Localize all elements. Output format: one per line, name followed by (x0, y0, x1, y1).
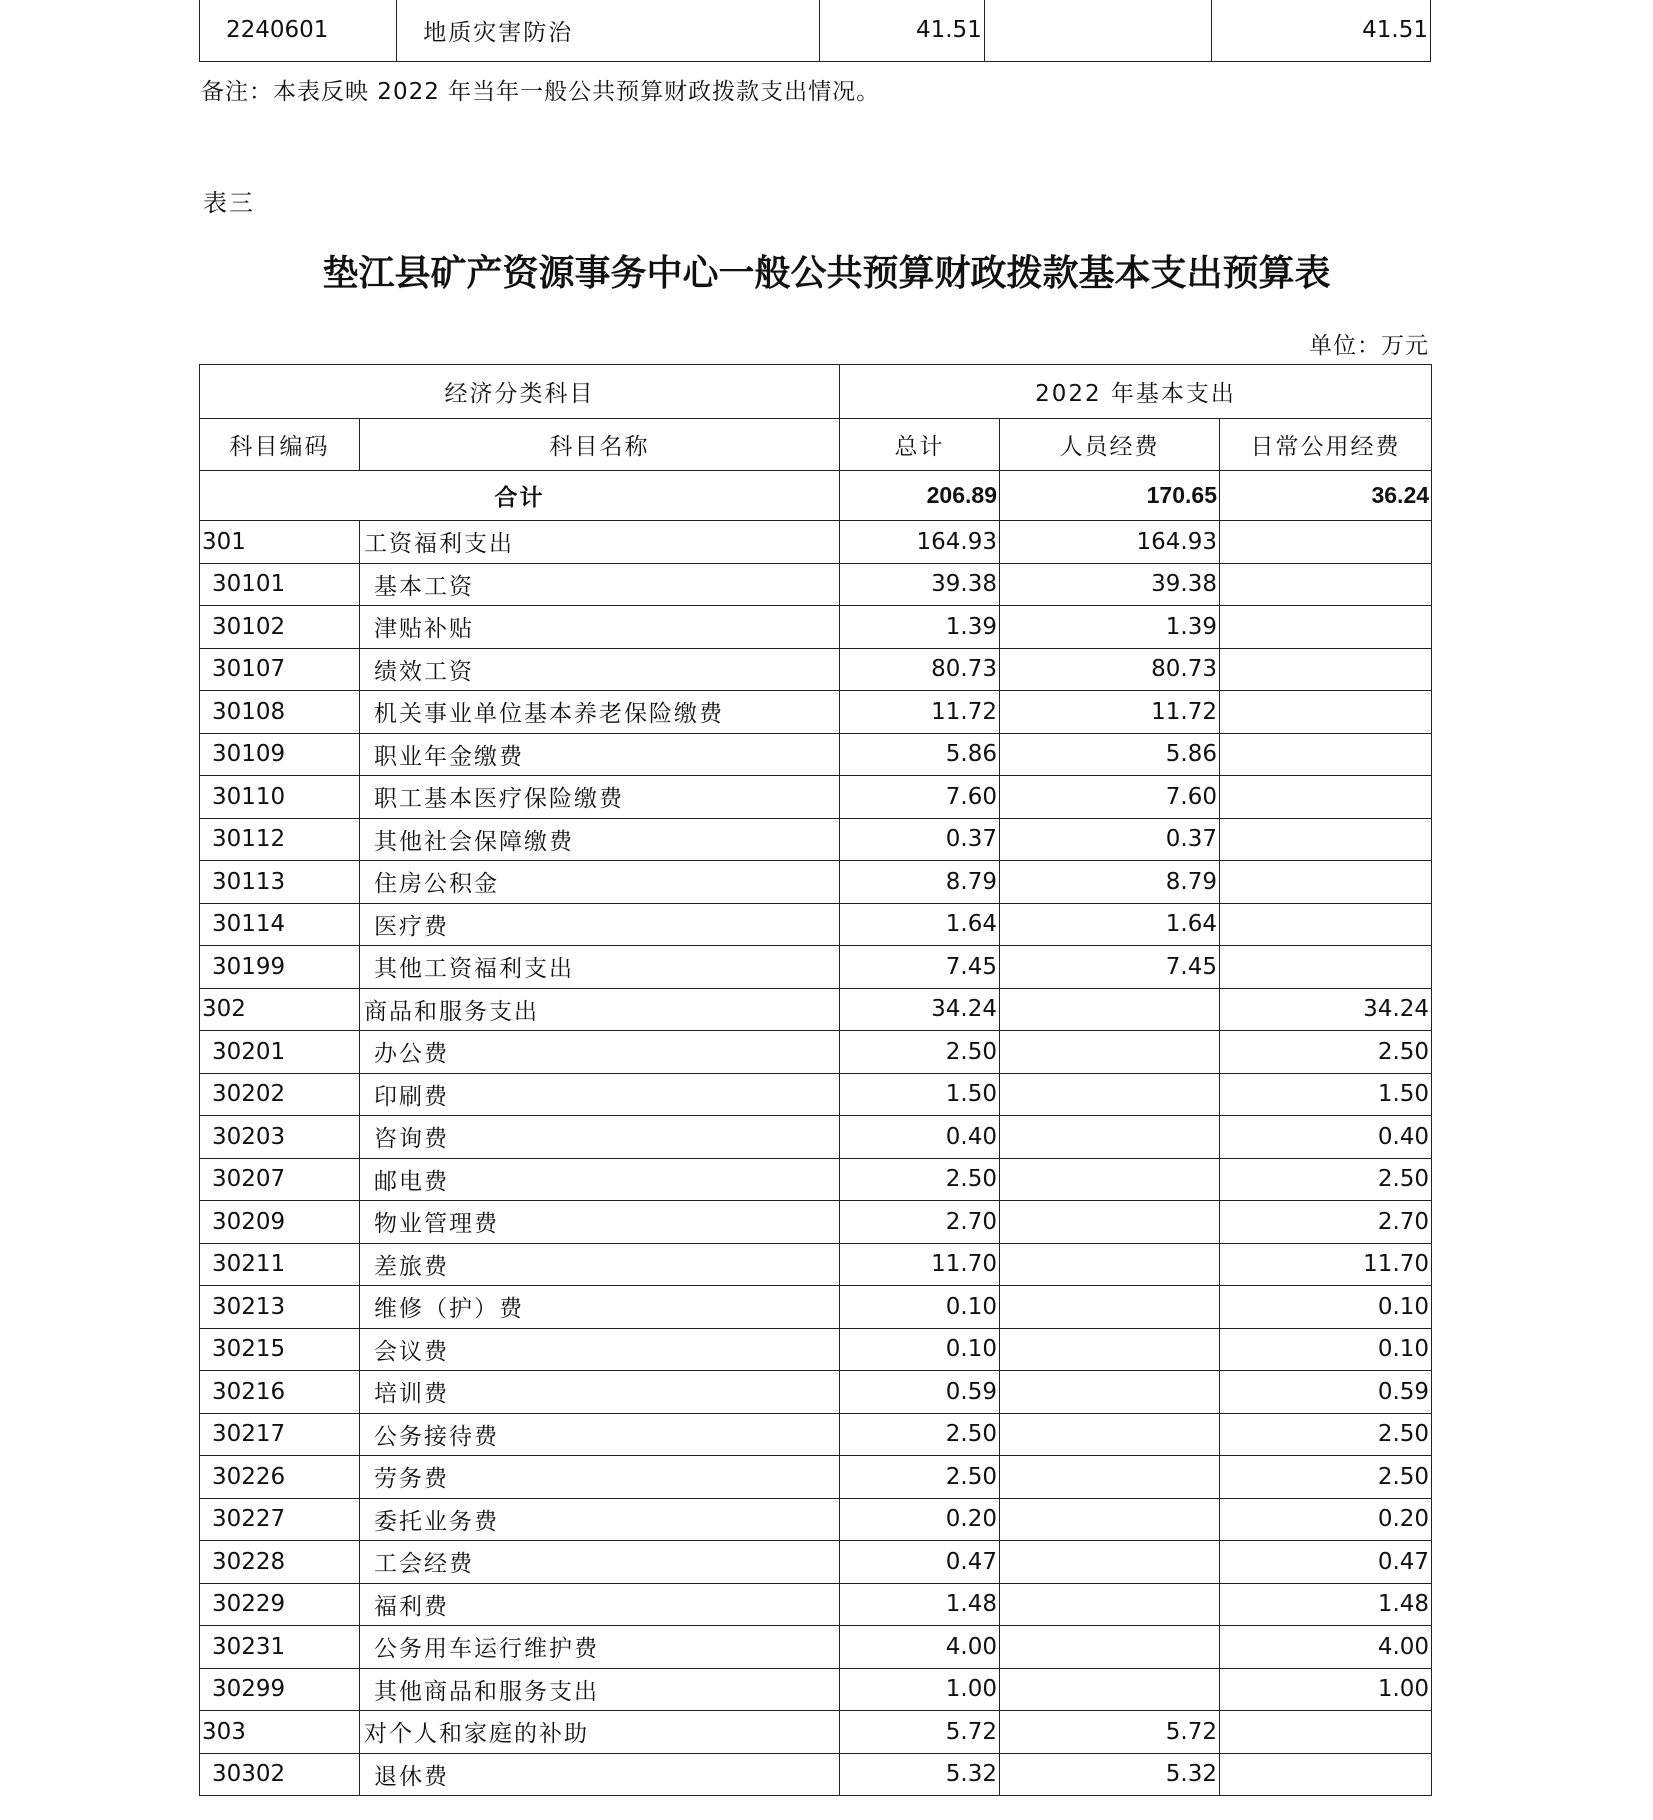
personnel-value (1000, 1541, 1220, 1584)
public-value: 0.10 (1220, 1328, 1432, 1371)
total-value: 7.60 (840, 776, 1000, 819)
personnel-value: 1.39 (1000, 606, 1220, 649)
subject-name: 福利费 (360, 1583, 840, 1626)
subject-name: 机关事业单位基本养老保险缴费 (360, 691, 840, 734)
subject-code: 30299 (200, 1668, 360, 1711)
subject-code: 30203 (200, 1116, 360, 1159)
public-value (1220, 521, 1432, 564)
subject-code: 30199 (200, 946, 360, 989)
subject-code: 30110 (200, 776, 360, 819)
total-value: 1.50 (840, 1073, 1000, 1116)
table-row (200, 1753, 1432, 1796)
table-label: 表三 (203, 189, 255, 217)
total-row (200, 471, 1432, 521)
table-row (200, 1541, 1432, 1584)
total-value: 1.00 (840, 1668, 1000, 1711)
table-row (200, 861, 1432, 904)
table-row (200, 1116, 1432, 1159)
table-row (200, 1413, 1432, 1456)
subject-code: 30209 (200, 1201, 360, 1244)
personnel-value (1000, 1626, 1220, 1669)
table-row (200, 1456, 1432, 1499)
subject-name: 其他工资福利支出 (360, 946, 840, 989)
public-value (1220, 946, 1432, 989)
table-row (200, 691, 1432, 734)
table-row (200, 988, 1432, 1031)
subject-code: 30202 (200, 1073, 360, 1116)
personnel-value: 164.93 (1000, 521, 1220, 564)
public-value (1220, 606, 1432, 649)
total-value: 2.50 (840, 1456, 1000, 1499)
subject-code: 30229 (200, 1583, 360, 1626)
table-row (200, 1711, 1432, 1754)
personnel-value (1000, 1031, 1220, 1074)
header-personnel: 人员经费 (1000, 419, 1220, 471)
subject-name: 商品和服务支出 (360, 988, 840, 1031)
subject-code: 30302 (200, 1753, 360, 1796)
public-value (1220, 776, 1432, 819)
personnel-value: 80.73 (1000, 648, 1220, 691)
personnel-value: 11.72 (1000, 691, 1220, 734)
total-value: 41.51 (819, 0, 984, 62)
public-value: 1.50 (1220, 1073, 1432, 1116)
public-value (1220, 1753, 1432, 1796)
personnel-value (1000, 1371, 1220, 1414)
table-row (200, 1031, 1432, 1074)
personnel-value: 5.72 (1000, 1711, 1220, 1754)
subject-name: 咨询费 (360, 1116, 840, 1159)
public-value: 0.40 (1220, 1116, 1432, 1159)
subject-name: 公务用车运行维护费 (360, 1626, 840, 1669)
subject-name: 邮电费 (360, 1158, 840, 1201)
subject-code: 303 (200, 1711, 360, 1754)
public-value: 1.48 (1220, 1583, 1432, 1626)
table-row (200, 903, 1432, 946)
subject-name: 维修（护）费 (360, 1286, 840, 1329)
table-row (200, 1201, 1432, 1244)
subject-name: 津贴补贴 (360, 606, 840, 649)
public-value (1220, 648, 1432, 691)
subject-code: 302 (200, 988, 360, 1031)
table-row (200, 1583, 1432, 1626)
header-row-columns (200, 419, 1432, 471)
table-row (200, 606, 1432, 649)
subject-name: 培训费 (360, 1371, 840, 1414)
total-value: 0.10 (840, 1328, 1000, 1371)
total-value: 11.72 (840, 691, 1000, 734)
subject-code: 30226 (200, 1456, 360, 1499)
public-value: 0.47 (1220, 1541, 1432, 1584)
total-value: 2.50 (840, 1158, 1000, 1201)
personnel-value: 0.37 (1000, 818, 1220, 861)
total-value: 11.70 (840, 1243, 1000, 1286)
subject-name: 职业年金缴费 (360, 733, 840, 776)
total-personnel: 170.65 (1000, 471, 1220, 521)
total-value: 0.10 (840, 1286, 1000, 1329)
subject-name: 工会经费 (360, 1541, 840, 1584)
subject-code: 30213 (200, 1286, 360, 1329)
table-row (200, 1243, 1432, 1286)
subject-name: 工资福利支出 (360, 521, 840, 564)
subject-code: 30107 (200, 648, 360, 691)
header-public: 日常公用经费 (1220, 419, 1432, 471)
table-row (200, 1158, 1432, 1201)
table-row (200, 1371, 1432, 1414)
subject-name: 退休费 (360, 1753, 840, 1796)
subject-name: 基本工资 (360, 563, 840, 606)
table-row (200, 776, 1432, 819)
table-row (200, 521, 1432, 564)
subject-name: 委托业务费 (360, 1498, 840, 1541)
page-title: 垫江县矿产资源事务中心一般公共预算财政拨款基本支出预算表 (322, 252, 1331, 294)
table-row (200, 563, 1432, 606)
public-value: 34.24 (1220, 988, 1432, 1031)
subject-name: 会议费 (360, 1328, 840, 1371)
subject-code: 30101 (200, 563, 360, 606)
subject-name: 公务接待费 (360, 1413, 840, 1456)
subject-code: 30109 (200, 733, 360, 776)
subject-code: 301 (200, 521, 360, 564)
personnel-value (1000, 1498, 1220, 1541)
personnel-value (1000, 1456, 1220, 1499)
header-economic-class: 经济分类科目 (200, 365, 840, 419)
total-value: 5.86 (840, 733, 1000, 776)
total-sum: 206.89 (840, 471, 1000, 521)
table-row (200, 1626, 1432, 1669)
personnel-value: 1.64 (1000, 903, 1220, 946)
subject-name: 劳务费 (360, 1456, 840, 1499)
total-value: 8.79 (840, 861, 1000, 904)
subject-code: 30112 (200, 818, 360, 861)
subject-name: 其他社会保障缴费 (360, 818, 840, 861)
personnel-value: 7.45 (1000, 946, 1220, 989)
table-row (200, 818, 1432, 861)
total-value: 2.70 (840, 1201, 1000, 1244)
previous-table-fragment (199, 0, 1431, 62)
personnel-value: 8.79 (1000, 861, 1220, 904)
personnel-value (1000, 1668, 1220, 1711)
subject-code: 30217 (200, 1413, 360, 1456)
subject-code: 30215 (200, 1328, 360, 1371)
total-value: 0.47 (840, 1541, 1000, 1584)
public-value: 0.20 (1220, 1498, 1432, 1541)
subject-name: 对个人和家庭的补助 (360, 1711, 840, 1754)
budget-table (199, 364, 1432, 1796)
public-value: 2.50 (1220, 1456, 1432, 1499)
table-row (200, 946, 1432, 989)
public-value (1220, 563, 1432, 606)
col3-value: 41.51 (1212, 0, 1431, 62)
subject-name: 办公费 (360, 1031, 840, 1074)
public-value: 2.50 (1220, 1158, 1432, 1201)
table-row (200, 1498, 1432, 1541)
subject-name: 其他商品和服务支出 (360, 1668, 840, 1711)
col2-value (984, 0, 1211, 62)
personnel-value (1000, 1201, 1220, 1244)
header-name: 科目名称 (360, 419, 840, 471)
total-value: 164.93 (840, 521, 1000, 564)
total-value: 0.37 (840, 818, 1000, 861)
header-total: 总计 (840, 419, 1000, 471)
total-value: 5.72 (840, 1711, 1000, 1754)
table-row (200, 1668, 1432, 1711)
public-value (1220, 861, 1432, 904)
total-value: 34.24 (840, 988, 1000, 1031)
subject-code: 30228 (200, 1541, 360, 1584)
table-row (200, 0, 1431, 62)
subject-code: 30207 (200, 1158, 360, 1201)
subject-code: 30201 (200, 1031, 360, 1074)
personnel-value (1000, 1286, 1220, 1329)
total-value: 1.39 (840, 606, 1000, 649)
personnel-value (1000, 1583, 1220, 1626)
subject-code: 30211 (200, 1243, 360, 1286)
personnel-value (1000, 1158, 1220, 1201)
public-value: 11.70 (1220, 1243, 1432, 1286)
table-row (200, 1286, 1432, 1329)
table-row (200, 733, 1432, 776)
subject-name: 差旅费 (360, 1243, 840, 1286)
subject-code: 30231 (200, 1626, 360, 1669)
personnel-value: 39.38 (1000, 563, 1220, 606)
total-public: 36.24 (1220, 471, 1432, 521)
public-value (1220, 691, 1432, 734)
total-value: 0.20 (840, 1498, 1000, 1541)
table-note: 备注：本表反映 2022 年当年一般公共预算财政拨款支出情况。 (201, 79, 881, 105)
public-value: 0.59 (1220, 1371, 1432, 1414)
public-value: 2.70 (1220, 1201, 1432, 1244)
subject-code: 30113 (200, 861, 360, 904)
total-value: 7.45 (840, 946, 1000, 989)
total-value: 39.38 (840, 563, 1000, 606)
personnel-value: 7.60 (1000, 776, 1220, 819)
public-value: 2.50 (1220, 1413, 1432, 1456)
public-value (1220, 818, 1432, 861)
header-row-group (200, 365, 1432, 419)
subject-code: 30108 (200, 691, 360, 734)
total-value: 2.50 (840, 1031, 1000, 1074)
header-basic-expenditure: 2022 年基本支出 (840, 365, 1432, 419)
subject-name: 绩效工资 (360, 648, 840, 691)
subject-name: 医疗费 (360, 903, 840, 946)
personnel-value (1000, 988, 1220, 1031)
subject-code: 30114 (200, 903, 360, 946)
subject-code: 30227 (200, 1498, 360, 1541)
unit-label: 单位：万元 (1309, 333, 1429, 359)
total-label: 合计 (200, 471, 840, 521)
public-value: 2.50 (1220, 1031, 1432, 1074)
personnel-value (1000, 1243, 1220, 1286)
personnel-value: 5.32 (1000, 1753, 1220, 1796)
table-row (200, 1073, 1432, 1116)
total-value: 2.50 (840, 1413, 1000, 1456)
subject-code: 30216 (200, 1371, 360, 1414)
personnel-value (1000, 1073, 1220, 1116)
subject-name: 职工基本医疗保险缴费 (360, 776, 840, 819)
public-value: 0.10 (1220, 1286, 1432, 1329)
personnel-value (1000, 1413, 1220, 1456)
public-value (1220, 1711, 1432, 1754)
total-value: 80.73 (840, 648, 1000, 691)
total-value: 1.64 (840, 903, 1000, 946)
total-value: 5.32 (840, 1753, 1000, 1796)
subject-code: 30102 (200, 606, 360, 649)
total-value: 0.40 (840, 1116, 1000, 1159)
total-value: 4.00 (840, 1626, 1000, 1669)
total-value: 1.48 (840, 1583, 1000, 1626)
personnel-value (1000, 1116, 1220, 1159)
public-value: 4.00 (1220, 1626, 1432, 1669)
subject-name: 地质灾害防治 (397, 0, 819, 62)
personnel-value (1000, 1328, 1220, 1371)
public-value (1220, 733, 1432, 776)
public-value (1220, 903, 1432, 946)
header-code: 科目编码 (200, 419, 360, 471)
total-value: 0.59 (840, 1371, 1000, 1414)
subject-name: 物业管理费 (360, 1201, 840, 1244)
subject-name: 印刷费 (360, 1073, 840, 1116)
personnel-value: 5.86 (1000, 733, 1220, 776)
table-row (200, 648, 1432, 691)
subject-name: 住房公积金 (360, 861, 840, 904)
public-value: 1.00 (1220, 1668, 1432, 1711)
subject-code: 2240601 (200, 0, 397, 62)
table-row (200, 1328, 1432, 1371)
